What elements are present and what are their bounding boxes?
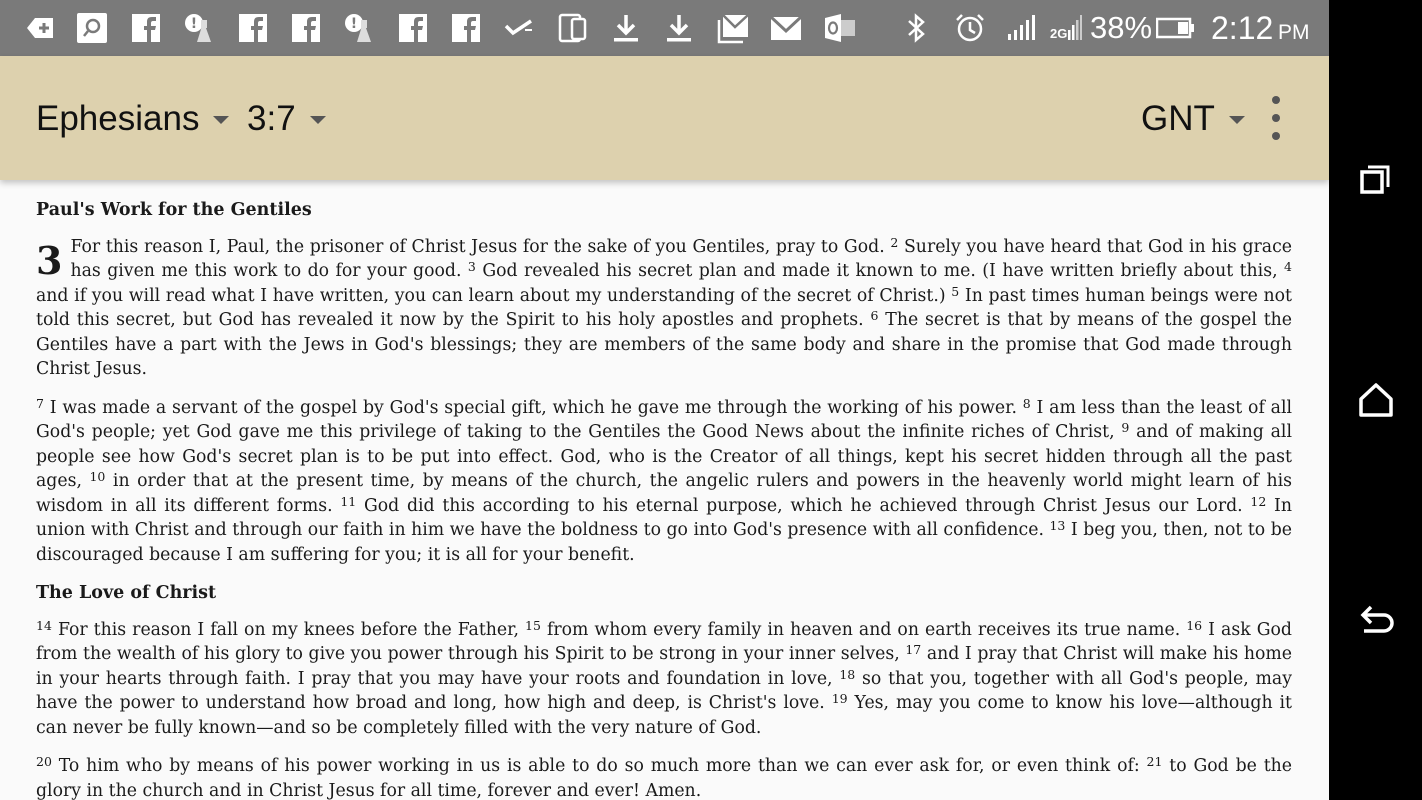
chevron-down-icon <box>310 116 326 124</box>
verse-text: and if you will read what I have written, you can learn about my understanding of the secret of Christ.) <box>36 285 952 306</box>
reference-label: 3:7 <box>247 99 296 138</box>
checkmark-icon <box>501 10 537 46</box>
more-options-icon[interactable] <box>1262 96 1290 140</box>
verse-number: 18 <box>839 666 856 682</box>
chapter-verse-selector[interactable] <box>247 98 326 140</box>
verse-number: 2 <box>890 234 899 250</box>
battery-percent: 38% <box>1090 10 1153 45</box>
add-icon <box>22 10 58 46</box>
verse-group <box>36 234 1293 380</box>
facebook-icon <box>395 10 431 46</box>
verse-number: 11 <box>340 493 357 509</box>
verse[interactable] <box>36 395 1023 418</box>
verse-number: 9 <box>1121 420 1130 435</box>
verse-number: 4 <box>1284 259 1292 274</box>
verse-number: 10 <box>89 469 106 484</box>
verse-text: I ask God from the wealth of his glory to give you power through his Spirit to be strong in your inner selves, <box>36 619 1292 664</box>
outlook-icon <box>822 10 858 46</box>
verse-text: from whom every family in heaven and on earth receives its true name. <box>540 619 1187 640</box>
status-bar <box>0 0 1329 56</box>
verse-text: In union with Christ and through our faith in him we have the boldness to go into God's presence with all confidence. <box>36 495 1292 540</box>
signal-icon <box>1004 10 1040 46</box>
verse-number: 20 <box>36 754 52 769</box>
verse-text: and I pray that Christ will make his home in your hearts through faith. I pray that you may have your roots and foundation in love, <box>36 644 1292 689</box>
verse-number: 17 <box>905 642 922 657</box>
verse-text: I was made a servant of the gospel by God's special gift, which he gave me through the working of his power. <box>43 397 1023 418</box>
svg-text:!: ! <box>350 16 358 32</box>
phone-tablet-icon <box>555 10 591 46</box>
verse-text: so that you, together with all God's people, may have the power to understand how broad and long, how high and deep, is Christ's love. <box>36 668 1292 713</box>
verse-number: 19 <box>831 691 848 706</box>
facebook-icon <box>288 10 324 46</box>
alert-app-icon <box>341 10 377 46</box>
verse-group <box>36 617 1292 738</box>
verse-text: God revealed his secret plan and made it known to me. (I have written briefly about this, <box>475 261 1285 281</box>
verse-text: In past times human beings were not told this secret, but God has revealed it now by the Spirit to his holy apostles and prophets. <box>36 285 1293 330</box>
app-toolbar <box>0 56 1329 180</box>
verse[interactable] <box>340 493 1251 516</box>
verse[interactable] <box>70 237 890 257</box>
verse-number: 12 <box>1250 493 1267 509</box>
alarm-icon <box>952 10 988 46</box>
signal-2g-icon <box>1048 10 1084 46</box>
verse-text: and of making all people see how God's secret plan is to be put into effect. God, who is the Creator of all things, kept his secret hidden through all the past ages, <box>36 422 1292 491</box>
paragraph <box>36 618 1292 741</box>
verse-number: 3 <box>467 259 476 274</box>
facebook-icon <box>448 10 484 46</box>
chapter-number: 3 <box>36 237 63 283</box>
alert-app-icon <box>181 10 217 46</box>
book-name: Ephesians <box>36 99 200 138</box>
verse-text: to God be the glory in the church and in Christ Jesus for all time, forever and ever! Amen. <box>36 756 1292 800</box>
verse-number: 5 <box>951 283 960 299</box>
section-heading: The Love of Christ <box>36 583 217 603</box>
verse-group <box>36 756 1292 800</box>
verse[interactable] <box>36 756 1147 776</box>
verse-text: Surely you have heard that God in his grace has given me this work to do for your good. <box>70 236 1292 281</box>
battery-icon <box>1156 10 1196 46</box>
verse-number: 13 <box>1049 518 1066 533</box>
multiple-mail-icon <box>715 10 751 46</box>
verse[interactable] <box>468 261 1284 281</box>
home-icon[interactable] <box>1351 375 1401 425</box>
verse-text: God did this according to his eternal purpose, which he achieved through Christ Jesus our Lord. <box>356 495 1251 516</box>
chevron-down-icon <box>1229 116 1245 124</box>
verse[interactable] <box>525 617 1187 640</box>
bluetooth-icon <box>898 10 934 46</box>
verse-number: 8 <box>1022 395 1031 411</box>
verse-number: 21 <box>1146 754 1163 769</box>
verse-group <box>36 395 1292 565</box>
paragraph <box>36 396 1292 568</box>
status-ampm: PM <box>1278 21 1310 44</box>
chevron-down-icon <box>213 116 229 124</box>
verse-number: 16 <box>1186 617 1203 633</box>
verse-text: To him who by means of his power working in us is able to do so much more than we can ever ask for, or even think of: <box>51 756 1147 776</box>
navigation-bar <box>1329 0 1422 800</box>
verse-text: For this reason I, Paul, the prisoner of Christ Jesus for the sake of you Gentiles, pray to God. <box>70 236 891 257</box>
recent-apps-icon[interactable] <box>1351 154 1401 204</box>
verse-text: For this reason I fall on my knees before the Father, <box>51 619 526 640</box>
verse-text: I beg you, then, not to be discouraged because I am suffering for you; it is all for your benefit. <box>36 520 1292 565</box>
facebook-icon <box>235 10 271 46</box>
section-heading: Paul's Work for the Gentiles <box>36 200 312 220</box>
verse-number: 15 <box>525 617 541 633</box>
verse-number: 7 <box>36 395 44 411</box>
facebook-icon <box>128 10 164 46</box>
download-icon <box>608 10 644 46</box>
verse-text: I am less than the least of all God's people; yet God gave me this privilege of taking to the Gentiles the Good News about the infinite riches of Christ, <box>36 397 1292 442</box>
verse[interactable] <box>36 617 526 640</box>
mail-icon <box>768 10 804 46</box>
paragraph <box>36 235 1292 382</box>
search-app-icon <box>74 10 110 46</box>
translation-selector[interactable] <box>1141 98 1245 140</box>
svg-text:2G: 2G <box>1050 26 1068 41</box>
download-icon <box>661 10 697 46</box>
status-time: 2:12 <box>1211 10 1274 46</box>
verse-text: in order that at the present time, by means of the church, the angelic rulers and powers in the heavenly world might learn of his wisdom in all its different forms. <box>36 471 1292 516</box>
verse-number: 14 <box>36 617 52 633</box>
verse-number: 6 <box>870 308 879 323</box>
back-icon[interactable] <box>1351 597 1401 647</box>
verse-text: Yes, may you come to know his love—although it can never be fully known—and so be completely filled with the very nature of God. <box>36 693 1292 738</box>
verse-text: The secret is that by means of the gospel the Gentiles have a part with the Jews in God's blessings; they are members of the same body and share in the promise that God made through Christ Jesus. <box>36 310 1292 379</box>
paragraph <box>36 754 1292 800</box>
translation-label: GNT <box>1141 99 1215 138</box>
book-selector[interactable] <box>36 98 229 140</box>
svg-text:!: ! <box>190 16 198 32</box>
bible-text-view[interactable] <box>0 180 1329 800</box>
